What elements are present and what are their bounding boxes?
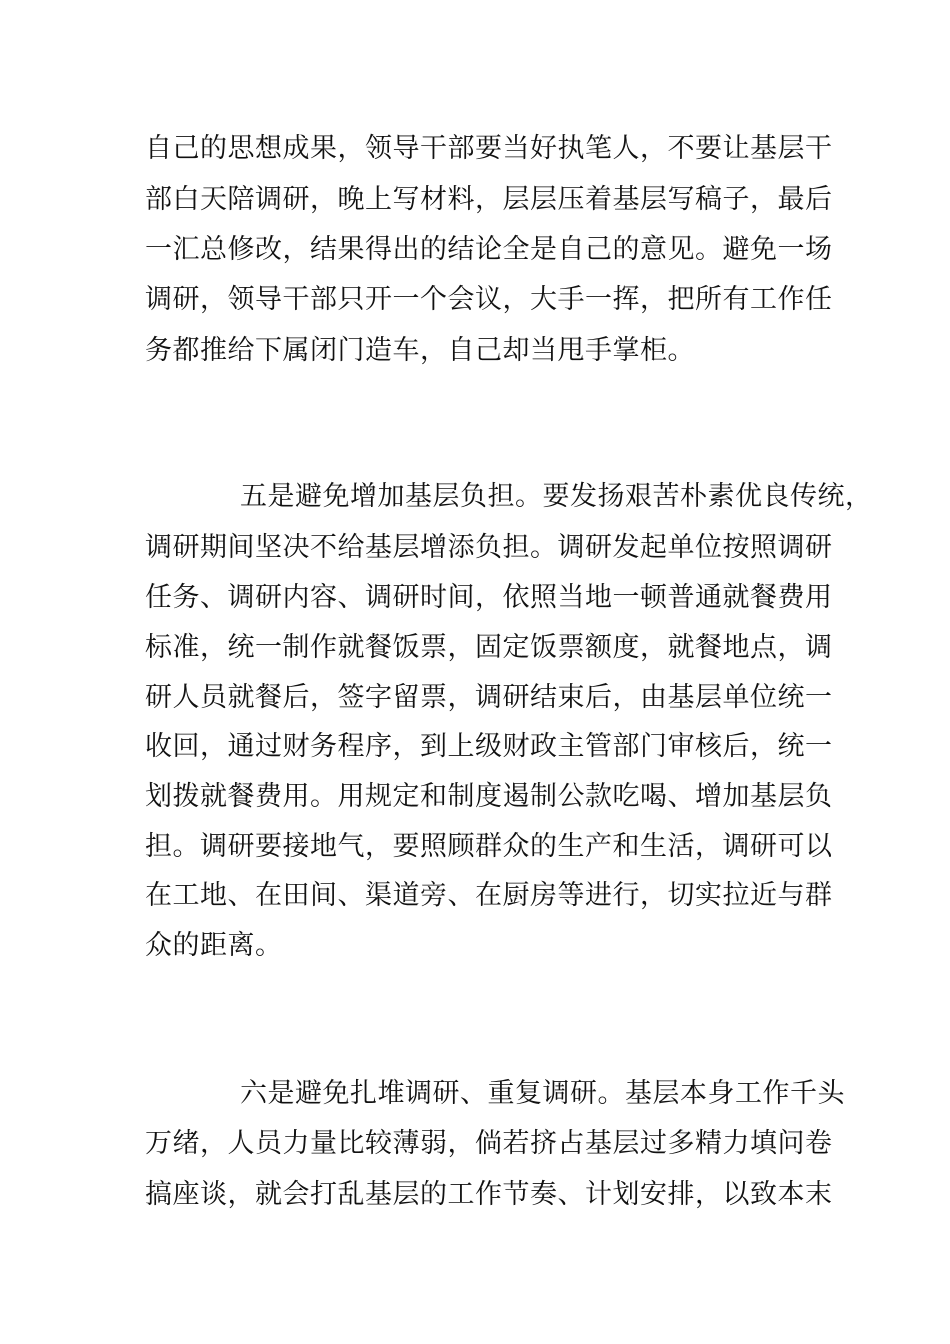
text-line: 任务、调研内容、调研时间，依照当地一顿普通就餐费用 [145, 582, 833, 613]
text-line: 务都推给下属闭门造车，自己却当甩手掌柜。 [145, 335, 695, 366]
text-line: 收回，通过财务程序，到上级财政主管部门审核后，统一 [145, 731, 833, 762]
text-line: 划拨就餐费用。用规定和制度遏制公款吃喝、增加基层负 [145, 781, 833, 812]
text-line: 部白天陪调研，晚上写材料，层层压着基层写稿子，最后 [145, 184, 833, 215]
text-line: 搞座谈，就会打乱基层的工作节奏、计划安排，以致本末 [145, 1179, 833, 1210]
text-line: 一汇总修改，结果得出的结论全是自己的意见。避免一场 [145, 234, 833, 265]
text-line: 众的距离。 [145, 930, 283, 961]
text-line: 调研期间坚决不给基层增添负担。调研发起单位按照调研 [145, 532, 833, 563]
text-line: 在工地、在田间、渠道旁、在厨房等进行，切实拉近与群 [145, 880, 833, 911]
text-line: 研人员就餐后，签字留票，调研结束后，由基层单位统一 [145, 682, 833, 713]
text-line: 调研，领导干部只开一个会议，大手一挥，把所有工作任 [145, 284, 833, 315]
text-line: 担。调研要接地气，要照顾群众的生产和生活，调研可以 [145, 831, 833, 862]
text-line: 自己的思想成果，领导干部要当好执笔人，不要让基层干 [145, 133, 833, 164]
text-line: 标准，统一制作就餐饭票，固定饭票额度，就餐地点，调 [145, 632, 833, 663]
text-line: 万绪，人员力量比较薄弱，倘若挤占基层过多精力填问卷 [145, 1128, 833, 1159]
text-line: 五是避免增加基层负担。要发扬艰苦朴素优良传统， [240, 481, 873, 512]
text-line: 六是避免扎堆调研、重复调研。基层本身工作千头 [240, 1078, 845, 1109]
